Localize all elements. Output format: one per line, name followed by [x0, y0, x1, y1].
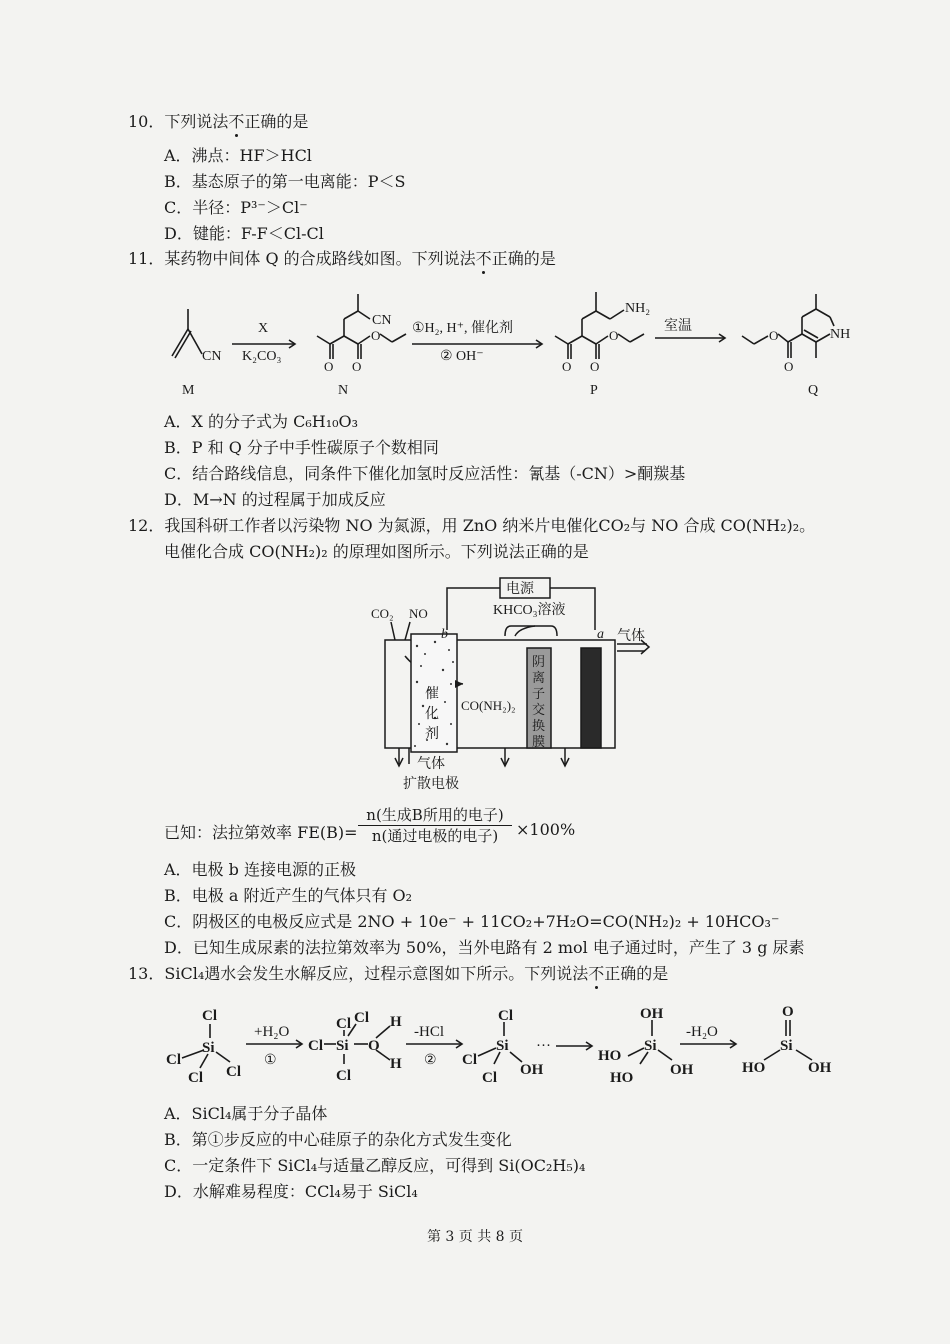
option-d: D．M→N 的过程属于加成反应: [164, 490, 386, 509]
option-a: A．X 的分子式为 C₆H₁₀O₃: [164, 412, 359, 431]
electrode-caption-1: 气体: [417, 757, 445, 772]
svg-text:Si: Si: [780, 1038, 793, 1054]
option-d: D．已知生成尿素的法拉第效率为 50%，当外电路有 2 mol 电子通过时，产生了 3 g 尿素: [164, 938, 805, 957]
question-number: 10．: [128, 112, 165, 131]
question-number: 12．: [128, 516, 165, 535]
option-d: D．键能：F-F＜Cl-Cl: [164, 224, 324, 243]
electrolysis-diagram: [365, 574, 660, 800]
svg-text:O: O: [324, 359, 334, 374]
svg-text:交: 交: [532, 702, 546, 717]
arrow2-reagent: ①H₂, H⁺, 催化剂: [412, 321, 514, 336]
svg-text:换: 换: [532, 718, 546, 733]
step3-reagent: -H₂O: [686, 1024, 718, 1040]
svg-text:Si: Si: [644, 1038, 657, 1054]
option-b: B．电极 a 附近产生的气体只有 O₂: [164, 886, 413, 905]
question-11-stem: 11．某药物中间体 Q 的合成路线如图。下列说法不正确的是: [128, 249, 556, 268]
synthesis-scheme-q11: [150, 284, 870, 404]
svg-text:Si: Si: [496, 1038, 509, 1054]
question-12-stem: 12．我国科研工作者以污染物 NO 为氮源，用 ZnO 纳米片电催化CO₂与 NO 合成 CO(NH₂)₂。: [128, 516, 816, 535]
electrode-a-label: a: [597, 627, 604, 642]
svg-text:Cl: Cl: [336, 1016, 351, 1032]
svg-text:Cl: Cl: [226, 1064, 241, 1080]
svg-text:H: H: [390, 1014, 402, 1030]
svg-text:H: H: [390, 1056, 402, 1072]
hydrolysis-scheme-q13: [160, 1000, 850, 1092]
compound-label-n: N: [338, 383, 349, 398]
svg-text:阴: 阴: [532, 654, 546, 669]
svg-text:离: 离: [532, 670, 546, 685]
electrode-a: [581, 648, 601, 748]
svg-text:膜: 膜: [532, 734, 546, 749]
gas-outlet-label: 气体: [617, 629, 645, 644]
arrow3-condition: 室温: [664, 319, 692, 334]
cyano-label-m: CN: [202, 349, 222, 364]
svg-text:HO: HO: [598, 1048, 622, 1064]
step2-reagent: -HCl: [414, 1024, 444, 1040]
svg-text:OH: OH: [640, 1006, 664, 1022]
svg-text:Cl: Cl: [498, 1008, 513, 1024]
silicon-atom: Si: [202, 1040, 215, 1056]
svg-text:OH: OH: [808, 1060, 832, 1076]
question-number: 11．: [128, 249, 165, 268]
svg-text:OH: OH: [670, 1062, 694, 1078]
power-source-label: 电源: [506, 582, 534, 597]
step2-number: ②: [424, 1053, 437, 1068]
svg-text:HO: HO: [610, 1070, 634, 1086]
cyano-label-n: CN: [372, 313, 392, 328]
svg-text:Cl: Cl: [462, 1052, 477, 1068]
svg-text:Cl: Cl: [482, 1070, 497, 1086]
option-b: B．第①步反应的中心硅原子的杂化方式发生变化: [164, 1130, 512, 1149]
svg-text:O: O: [368, 1038, 380, 1054]
svg-text:子: 子: [532, 686, 546, 701]
option-a: A．SiCl₄属于分子晶体: [164, 1104, 328, 1123]
question-number: 13．: [128, 964, 165, 983]
page-footer: 第 3 页 共 8 页: [426, 1229, 524, 1245]
option-d: D．水解难易程度：CCl₄易于 SiCl₄: [164, 1182, 418, 1201]
co2-inlet-label: CO₂: [371, 606, 394, 621]
svg-text:剂: 剂: [425, 727, 439, 742]
svg-text:催: 催: [425, 687, 439, 702]
electrode-b-label: b: [441, 627, 448, 642]
svg-text:Si: Si: [336, 1038, 349, 1054]
svg-text:O: O: [609, 328, 619, 343]
compound-label-p: P: [590, 383, 598, 398]
option-c: C．半径：P³⁻＞Cl⁻: [164, 198, 308, 217]
arrow2-condition: ② OH⁻: [440, 349, 484, 364]
arrow1-condition: K₂CO₃: [242, 349, 282, 364]
svg-text:O: O: [352, 359, 362, 374]
compound-label-m: M: [182, 383, 195, 398]
step1-reagent: +H₂O: [254, 1024, 290, 1040]
svg-text:Cl: Cl: [202, 1008, 217, 1024]
no-inlet-label: NO: [409, 606, 428, 621]
urea-product-label: CO(NH₂)₂: [461, 698, 516, 713]
svg-text:O: O: [782, 1004, 794, 1020]
electrode-caption-2: 扩散电极: [403, 777, 459, 792]
svg-text:Cl: Cl: [336, 1068, 351, 1084]
solution-label: KHCO₃溶液: [493, 603, 566, 618]
svg-text:化: 化: [425, 707, 439, 722]
svg-text:O: O: [784, 359, 794, 374]
amine-label-p: NH₂: [625, 301, 651, 316]
question-12-stem-line2: 电催化合成 CO(NH₂)₂ 的原理如图所示。下列说法正确的是: [164, 542, 589, 561]
option-c: C．阴极区的电极反应式是 2NO + 10e⁻ + 11CO₂+7H₂O=CO(NH₂)₂ + 10HCO₃⁻: [164, 912, 780, 931]
option-a: A．沸点：HF＞HCl: [164, 146, 312, 165]
option-c: C．一定条件下 SiCl₄与适量乙醇反应，可得到 Si(OC₂H₅)₄: [164, 1156, 586, 1175]
option-b: B．基态原子的第一电离能：P＜S: [164, 172, 406, 191]
exam-page: 10．下列说法不正确的是 A．沸点：HF＞HCl B．基态原子的第一电离能：P＜S C．半径：P³⁻＞Cl⁻ D．键能：F-F＜Cl-Cl 11．某药物中间体 Q 的合成路线如图。下列说法不正确的是 CN M X K₂CO₃ O O O CN N ①H₂, H⁺, 催化剂 ② OH⁻ O O O NH₂ P 室温 O O NH Q A．X 的分子式为 C₆H₁₀O₃ B．P 和 Q 分子中手性碳原子个数相同 C．结合路线信息，同条件下催化加氢时反应活性：氰基（-CN）>酮羰基 D．M→N 的过程属于加成反应 12．我国科研工作者以污染物 NO 为氮源，用 ZnO 纳米片电催化CO₂与 NO 合成 CO(NH₂)₂。 电催化合成 CO(NH₂)₂ 的原理如图所示。下列说法正确的是 电源 KHCO₃溶液 CO₂ NO b a 气体 催 化 剂 CO(NH₂)₂ 阴 离 子 交 换 膜 气体 扩散电极 已知：法拉第效率 FE(B)= n(生成B所用的电子) n(通过电极的电子) ×100% A．电极 b 连接电源的正极 B．电极 a 附近产生的气体只有 O₂ C．阴极区的电极反应式是 2NO + 10e⁻ + 11CO₂+7H₂O=CO(NH₂)₂ + 10HCO₃⁻ D．已知生成尿素的法拉第效率为 50%，当外电路有 2 mol 电子通过时，产生了 3 g 尿素 13．SiCl₄遇水会发生水解反应，过程示意图如下所示。下列说法不正确的是 Cl Si Cl Cl Cl Cl Cl Cl Si Cl O H H Cl Si Cl Cl OH OH Si HO HO OH O Si HO OH +H₂O ① -HCl ② ··· -H₂O A．SiCl₄属于分子晶体 B．第①步反应的中心硅原子的杂化方式发生变化 C．一定条件下 SiCl₄与适量乙醇反应，可得到 Si(OC₂H₅)₄ D．水解难易程度：CCl₄易于 SiCl₄ 第 3 页 共 8 页: [0, 0, 950, 1344]
question-13-stem: 13．SiCl₄遇水会发生水解反应，过程示意图如下所示。下列说法不正确的是: [128, 964, 669, 983]
step1-number: ①: [264, 1053, 277, 1068]
svg-text:HO: HO: [742, 1060, 766, 1076]
svg-text:O: O: [371, 328, 381, 343]
svg-text:O: O: [590, 359, 600, 374]
svg-text:···: ···: [536, 1038, 551, 1054]
svg-text:Cl: Cl: [166, 1052, 181, 1068]
svg-text:O: O: [562, 359, 572, 374]
option-b: B．P 和 Q 分子中手性碳原子个数相同: [164, 438, 439, 457]
svg-text:Cl: Cl: [354, 1010, 369, 1026]
svg-text:OH: OH: [520, 1062, 544, 1078]
imine-label-q: NH: [830, 327, 851, 342]
svg-text:Cl: Cl: [308, 1038, 323, 1054]
arrow1-reagent: X: [258, 321, 269, 336]
svg-text:O: O: [769, 328, 779, 343]
compound-label-q: Q: [808, 383, 819, 398]
option-c: C．结合路线信息，同条件下催化加氢时反应活性：氰基（-CN）>酮羰基: [164, 464, 686, 483]
question-10-stem: 10．下列说法不正确的是: [128, 112, 309, 131]
svg-text:Cl: Cl: [188, 1070, 203, 1086]
option-a: A．电极 b 连接电源的正极: [164, 860, 356, 879]
